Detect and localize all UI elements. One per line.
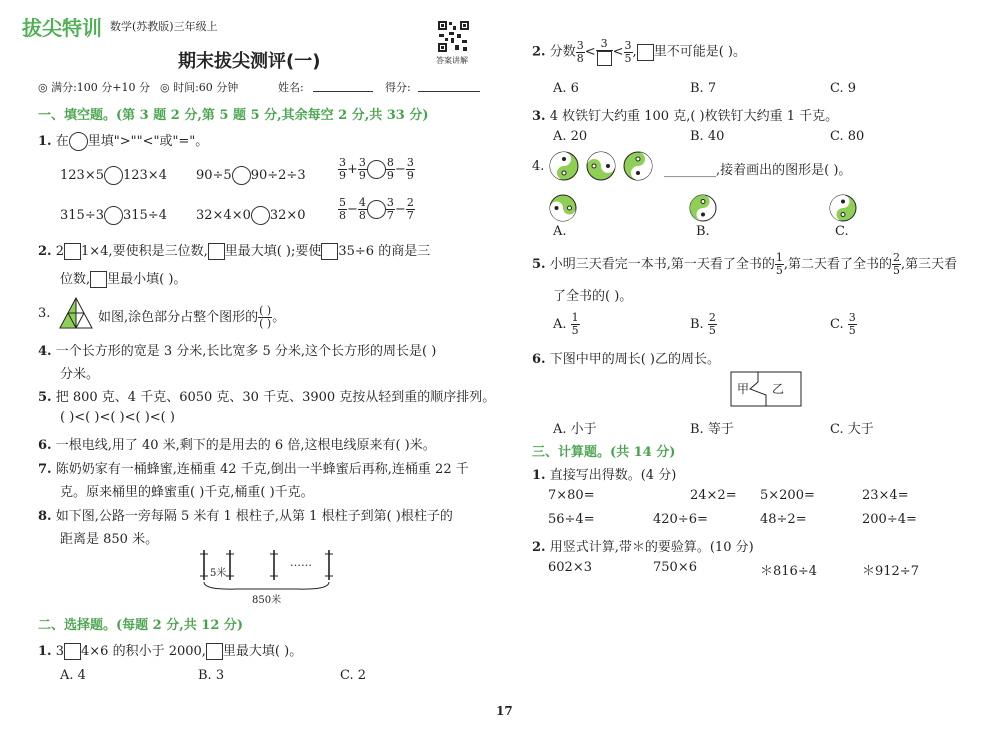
s1-q1 bbox=[38, 130, 208, 151]
q-text: 在 bbox=[55, 134, 69, 149]
column-calc-item[interactable]: ＊912÷7 bbox=[862, 564, 919, 579]
fraction: $\frac{3}{7}$ bbox=[386, 196, 394, 222]
q-num: 1. bbox=[532, 468, 546, 483]
expr: 90÷2÷3 bbox=[250, 168, 306, 183]
total-length-label: 850米 bbox=[252, 595, 282, 606]
q-text: 分数 bbox=[549, 44, 576, 60]
q-text: 里最大填( )。 bbox=[222, 644, 303, 659]
s1-q7 bbox=[38, 458, 469, 477]
qr-caption: 答案讲解 bbox=[436, 56, 468, 65]
operator: − bbox=[394, 202, 406, 217]
q-text: 。 bbox=[272, 310, 286, 325]
yinyang-icon bbox=[624, 152, 652, 180]
calc-item[interactable]: 23×4= bbox=[862, 488, 909, 503]
section2-heading: 二、选择题。(每题 2 分,共 12 分) bbox=[38, 618, 244, 633]
q-text: 用竖式计算,带＊的要验算。(10 分) bbox=[549, 540, 754, 555]
q-num: 7. bbox=[38, 462, 52, 477]
s1-q1-r1c bbox=[338, 157, 415, 182]
compare-circle[interactable] bbox=[104, 166, 123, 185]
s1-q1-r1b bbox=[196, 166, 306, 185]
q-text: , bbox=[632, 44, 637, 60]
q-text: 一根电线,用了 40 米,剩下的是用去的 6 倍,这根电线原来有( )米。 bbox=[55, 438, 436, 453]
order-blanks[interactable]: ( )<( )<( )<( )<( ) bbox=[60, 410, 175, 425]
digit-box[interactable] bbox=[64, 243, 81, 260]
brand-logo: 拔尖特训 bbox=[22, 16, 102, 40]
s1-q5 bbox=[38, 386, 495, 405]
page-number: 17 bbox=[496, 704, 513, 718]
q-text: ,第二天看了全书的 bbox=[783, 257, 892, 272]
name-field[interactable] bbox=[313, 91, 373, 92]
s1-q2 bbox=[38, 240, 430, 260]
s3-q2 bbox=[532, 536, 754, 555]
q-num: 4. bbox=[532, 159, 545, 174]
option-a[interactable]: A. 4 bbox=[60, 668, 86, 683]
q-text: 分米。 bbox=[60, 367, 100, 382]
fraction: $\frac{3}{9}$ bbox=[339, 156, 346, 182]
option-b[interactable]: B. 等于 bbox=[690, 422, 734, 437]
calc-item[interactable]: 48÷2= bbox=[760, 512, 807, 527]
s1-q1-r1a bbox=[60, 166, 167, 185]
name-label: 姓名: bbox=[278, 81, 304, 94]
operator: < bbox=[612, 44, 624, 60]
q-text: 3 bbox=[55, 644, 64, 659]
option-c[interactable]: C. 2 bbox=[340, 668, 367, 683]
fraction: $\frac{3}{9}$ bbox=[358, 156, 366, 182]
s2-q2 bbox=[532, 38, 746, 66]
column-calc-item[interactable]: 602×3 bbox=[548, 560, 592, 575]
q-text: 1×4,要使积是三位数, bbox=[81, 244, 208, 259]
s1-q1-r2b bbox=[196, 206, 306, 225]
s3-q1 bbox=[532, 464, 676, 483]
expr: 123×4 bbox=[122, 168, 167, 183]
compare-circle[interactable] bbox=[232, 166, 251, 185]
digit-box[interactable] bbox=[637, 44, 654, 61]
option-a[interactable]: A. 小于 bbox=[553, 422, 597, 437]
score-field[interactable] bbox=[418, 91, 480, 92]
q-text: 里最大填( );要使 bbox=[224, 244, 322, 259]
q-num: 1. bbox=[38, 644, 52, 659]
q-num: 5. bbox=[38, 390, 52, 405]
region-yi: 乙 bbox=[772, 382, 785, 396]
yinyang-sequence bbox=[548, 150, 658, 186]
digit-box[interactable] bbox=[597, 51, 612, 66]
compare-circle[interactable] bbox=[251, 206, 270, 225]
q-num: 4. bbox=[38, 344, 52, 359]
section1-heading: 一、填空题。(第 3 题 2 分,第 5 题 5 分,其余每空 2 分,共 33 分) bbox=[38, 108, 429, 123]
full-marks: ◎ 满分:100 分+10 分 bbox=[38, 81, 151, 94]
calc-item[interactable]: 5×200= bbox=[760, 488, 815, 503]
fraction: $\frac{3}{5}$ bbox=[624, 38, 632, 65]
digit-box[interactable] bbox=[90, 271, 107, 288]
fraction: $\frac{8}{9}$ bbox=[386, 156, 394, 182]
yinyang-icon bbox=[587, 152, 615, 180]
s2-q6 bbox=[532, 348, 720, 367]
option-b[interactable]: B. 3 bbox=[198, 668, 225, 683]
yinyang-option-a[interactable] bbox=[548, 193, 578, 227]
answer-fraction[interactable]: $\frac{( )}{( )}$ bbox=[259, 304, 272, 330]
expr: 315÷3 bbox=[60, 208, 104, 223]
operator: − bbox=[347, 202, 358, 217]
q-text: ,第三天看 bbox=[901, 257, 958, 272]
compare-circle[interactable] bbox=[69, 132, 88, 151]
q-text: 里不可能是( )。 bbox=[653, 44, 746, 60]
q-text: ________,接着画出的图形是( )。 bbox=[664, 163, 852, 178]
q-num: 8. bbox=[38, 509, 52, 524]
digit-box[interactable] bbox=[208, 243, 225, 260]
digit-box[interactable] bbox=[64, 643, 81, 660]
option-a[interactable]: A. bbox=[553, 224, 567, 239]
calc-item[interactable]: 24×2= bbox=[690, 488, 737, 503]
option-c[interactable]: C. $\frac{3}{5}$ bbox=[830, 311, 856, 337]
shaded-triangle-figure bbox=[58, 296, 94, 334]
compare-circle[interactable] bbox=[104, 206, 123, 225]
fraction: $\frac{1}{5}$ bbox=[775, 251, 783, 277]
expr: 123×5 bbox=[60, 168, 104, 183]
fraction: $\frac{3}{9}$ bbox=[406, 156, 414, 182]
option-a[interactable]: A. 6 bbox=[553, 81, 579, 96]
q-text: 陈奶奶家有一桶蜂蜜,连桶重 42 千克,倒出一半蜂蜜后再称,连桶重 22 千 bbox=[55, 462, 469, 477]
s1-q1-r2a bbox=[60, 206, 167, 225]
operator: < bbox=[584, 44, 596, 60]
exam-title: 期末拔尖测评(一) bbox=[178, 51, 321, 72]
q-num: 6. bbox=[532, 352, 546, 367]
q-num: 2. bbox=[532, 44, 546, 60]
time-limit: ◎ 时间:60 分钟 bbox=[160, 81, 239, 94]
q-text: 位数, bbox=[60, 272, 91, 287]
s2-q1 bbox=[38, 640, 302, 660]
q-text: 小明三天看完一本书,第一天看了全书的 bbox=[549, 257, 775, 272]
yinyang-option-c[interactable] bbox=[828, 193, 858, 227]
q-text: 一个长方形的宽是 3 分米,长比宽多 5 分米,这个长方形的周长是( ) bbox=[55, 344, 437, 359]
fraction-with-box[interactable]: 3 bbox=[596, 38, 613, 66]
expr: 315÷4 bbox=[122, 208, 167, 223]
q-text: 35÷6 的商是三 bbox=[338, 244, 431, 259]
s1-q6 bbox=[38, 434, 436, 453]
s1-q2-line2 bbox=[60, 268, 186, 288]
fraction: $\frac{2}{5}$ bbox=[893, 251, 900, 277]
q-text: 下图中甲的周长( )乙的周长。 bbox=[549, 352, 720, 367]
q-text: 如图,涂色部分占整个图形的 bbox=[98, 310, 259, 325]
q-text: 距离是 850 米。 bbox=[60, 532, 159, 547]
fraction: $\frac{5}{8}$ bbox=[339, 196, 346, 222]
operator: + bbox=[347, 162, 358, 177]
q-text: 了全书的( )。 bbox=[553, 289, 633, 304]
section3-heading: 三、计算题。(共 14 分) bbox=[532, 445, 676, 460]
subject-label: 数学(苏教版)三年级上 bbox=[110, 20, 218, 33]
q-num: 2. bbox=[532, 540, 546, 555]
column-calc-item[interactable]: ＊816÷4 bbox=[760, 564, 817, 579]
calc-item[interactable]: 56÷4= bbox=[548, 512, 595, 527]
s2-q5 bbox=[532, 252, 957, 277]
score-label: 得分: bbox=[385, 81, 411, 94]
digit-box[interactable] bbox=[321, 243, 338, 260]
option-b[interactable]: B. 40 bbox=[690, 129, 725, 144]
expr: 90÷5 bbox=[196, 168, 232, 183]
yinyang-icon bbox=[550, 152, 578, 180]
region-jia: 甲 bbox=[737, 382, 750, 396]
column-calc-item[interactable]: 750×6 bbox=[653, 560, 697, 575]
q-text: 直接写出得数。(4 分) bbox=[549, 468, 677, 483]
q-text: 克。原来桶里的蜂蜜重( )千克,桶重( )千克。 bbox=[60, 485, 314, 500]
calc-item[interactable]: 7×80= bbox=[548, 488, 595, 503]
s1-q8 bbox=[38, 505, 453, 524]
q-num: 5. bbox=[532, 257, 546, 272]
calc-item[interactable]: 420÷6= bbox=[653, 512, 708, 527]
option-c[interactable]: C. 大于 bbox=[830, 422, 874, 437]
s1-q3-num: 3. bbox=[38, 306, 51, 321]
q-text: 如下图,公路一旁每隔 5 米有 1 根柱子,从第 1 根柱子到第( )根柱子的 bbox=[55, 509, 453, 524]
option-b[interactable]: B. 7 bbox=[690, 81, 717, 96]
fraction: $\frac{4}{8}$ bbox=[358, 196, 366, 222]
compare-circle[interactable] bbox=[367, 200, 386, 219]
option-c[interactable]: C. 9 bbox=[830, 81, 857, 96]
q-num: 3. bbox=[532, 109, 546, 124]
expr: 32×0 bbox=[269, 208, 306, 223]
ellipsis: …… bbox=[290, 556, 312, 569]
q-text: 4 枚铁钉大约重 100 克,( )枚铁钉大约重 1 千克。 bbox=[549, 109, 839, 124]
q-text: 里最小填( )。 bbox=[107, 272, 187, 287]
s1-q4 bbox=[38, 340, 436, 359]
yinyang-option-b[interactable] bbox=[688, 193, 718, 227]
s2-q3 bbox=[532, 105, 838, 124]
option-b[interactable]: B. $\frac{2}{5}$ bbox=[690, 311, 716, 337]
q-text: 里填">""<"或"="。 bbox=[87, 134, 209, 149]
s1-q1-r2c bbox=[338, 197, 415, 222]
q-num: 6. bbox=[38, 438, 52, 453]
compare-circle[interactable] bbox=[367, 160, 386, 179]
q-num: 1. bbox=[38, 134, 52, 149]
option-b[interactable]: B. bbox=[696, 224, 710, 239]
option-a[interactable]: A. $\frac{1}{5}$ bbox=[553, 311, 579, 337]
expr: 32×4×0 bbox=[196, 208, 251, 223]
fraction: $\frac{2}{7}$ bbox=[406, 196, 414, 222]
gap-label: 5米 bbox=[210, 568, 227, 579]
option-c[interactable]: C. 80 bbox=[830, 129, 865, 144]
digit-box[interactable] bbox=[206, 643, 223, 660]
q-text: 把 800 克、4 千克、6050 克、30 千克、3900 克按从轻到重的顺序排列。 bbox=[55, 390, 496, 405]
q-num: 2. bbox=[38, 244, 52, 259]
calc-item[interactable]: 200÷4= bbox=[862, 512, 917, 527]
option-c[interactable]: C. bbox=[835, 224, 849, 239]
option-a[interactable]: A. 20 bbox=[553, 129, 588, 144]
fraction: $\frac{3}{8}$ bbox=[576, 38, 584, 65]
s1-q3-text bbox=[98, 305, 285, 330]
q-text: 2 bbox=[55, 244, 64, 259]
q-text: 4×6 的积小于 2000, bbox=[81, 644, 206, 659]
operator: − bbox=[394, 162, 406, 177]
qr-code[interactable] bbox=[437, 20, 470, 53]
